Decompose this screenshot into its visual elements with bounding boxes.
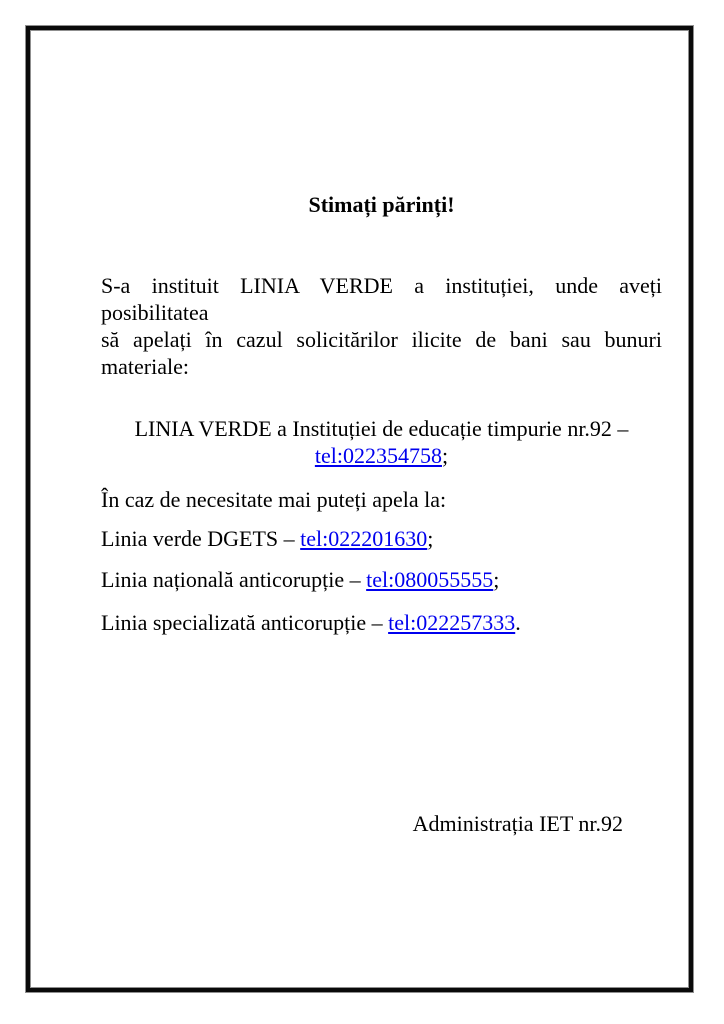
- hotline-text-line: [101, 415, 662, 442]
- contact-phone-link[interactable]: tel:022257333: [388, 610, 516, 635]
- more-info-text: În caz de necesitate mai puteți apela la:: [101, 487, 447, 512]
- contact-label: Linia națională anticorupție –: [101, 567, 367, 592]
- hotline-suffix: ;: [441, 443, 449, 468]
- contact-phone-link[interactable]: tel:022201630: [300, 526, 428, 551]
- hotline-phone-link[interactable]: tel:022354758: [314, 443, 442, 468]
- signature-text: Administrația IET nr.92: [412, 811, 623, 836]
- contact-line: [101, 566, 662, 593]
- contact-phone-link[interactable]: tel:080055555: [366, 567, 494, 592]
- hotline-phone-line: [101, 442, 662, 469]
- hotline-paragraph: [101, 415, 662, 469]
- hotline-label: LINIA VERDE a Instituției de educație timpurie nr.92 –: [134, 416, 629, 441]
- contact-line: [101, 609, 662, 636]
- page-title: Stimați părinți!: [308, 192, 455, 217]
- contact-suffix: ;: [493, 567, 500, 592]
- contact-label: Linia verde DGETS –: [101, 526, 301, 551]
- intro-paragraph: [101, 272, 662, 380]
- contact-line: [101, 525, 662, 552]
- contact-suffix: ;: [427, 526, 434, 551]
- intro-line: materiale:: [101, 354, 189, 379]
- contact-suffix: .: [515, 610, 521, 635]
- intro-line: S-a instituit LINIA VERDE a instituției, unde aveți posibilitatea: [101, 273, 662, 325]
- intro-line: să apelați în cazul solicitărilor ilicite de bani sau bunuri: [101, 327, 662, 352]
- contact-label: Linia specializată anticorupție –: [101, 610, 389, 635]
